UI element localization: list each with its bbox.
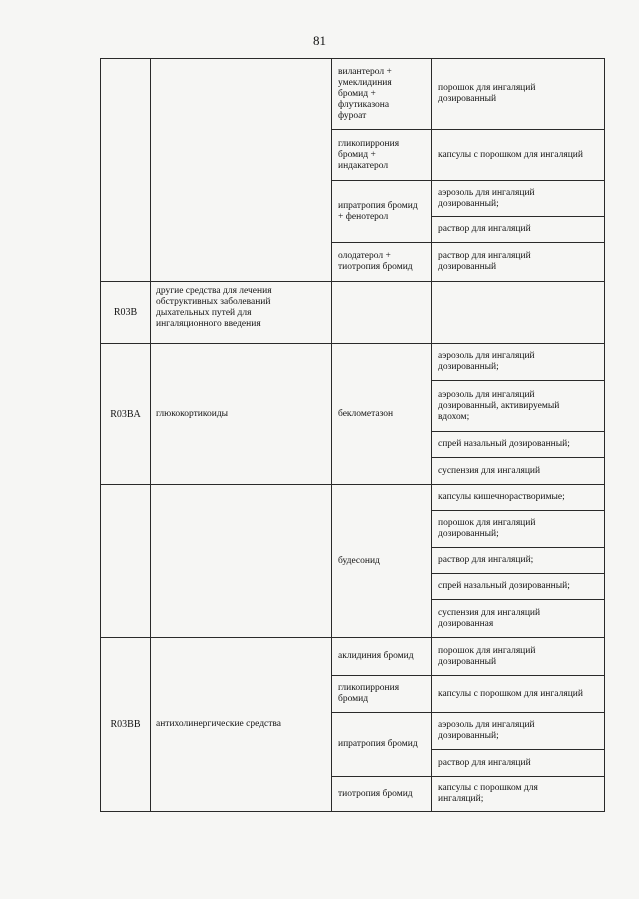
drug-name-cell-empty	[332, 282, 432, 344]
dosage-form-cell: аэрозоль для ингаляций дозированный, активируемый вдохом;	[432, 381, 605, 432]
drug-name-cell: будесонид	[332, 485, 432, 638]
atc-code-cell: R03BB	[101, 638, 151, 812]
group-name-cell: другие средства для лечения обструктивных заболеваний дыхательных путей для ингаляционного введения	[151, 282, 332, 344]
drug-name-cell: тиотропия бромид	[332, 777, 432, 812]
dosage-form-cell: капсулы кишечнорастворимые;	[432, 485, 605, 511]
drug-classification-table	[100, 58, 605, 812]
dosage-form-cell: суспензия для ингаляций	[432, 458, 605, 485]
drug-name-cell: гликопиррония бромид + индакатерол	[332, 130, 432, 181]
dosage-form-cell: капсулы с порошком для ингаляций	[432, 130, 605, 181]
dosage-form-cell: суспензия для ингаляций дозированная	[432, 600, 605, 638]
drug-name-cell: вилантерол + умеклидиния бромид + флутиказона фуроат	[332, 59, 432, 130]
dosage-form-cell: аэрозоль для ингаляций дозированный;	[432, 344, 605, 381]
drug-name-cell: гликопиррония бромид	[332, 676, 432, 713]
atc-code-cell: R03BA	[101, 344, 151, 485]
table-row	[101, 485, 605, 511]
page-number: 81	[313, 33, 326, 48]
dosage-form-cell: раствор для ингаляций	[432, 750, 605, 777]
drug-name-cell: олодатерол + тиотропия бромид	[332, 243, 432, 282]
dosage-form-cell: капсулы с порошком для ингаляций	[432, 676, 605, 713]
drug-name-cell: аклидиния бромид	[332, 638, 432, 676]
group-name-cell: антихолинергические средства	[151, 638, 332, 812]
atc-code-cell: R03B	[101, 282, 151, 344]
group-name-cell: глюкокортикоиды	[151, 344, 332, 485]
dosage-form-cell: аэрозоль для ингаляций дозированный;	[432, 181, 605, 217]
dosage-form-cell: раствор для ингаляций;	[432, 548, 605, 574]
dosage-form-cell: аэрозоль для ингаляций дозированный;	[432, 713, 605, 750]
table-row	[101, 282, 605, 344]
dosage-form-cell: порошок для ингаляций дозированный	[432, 59, 605, 130]
drug-name-cell: ипратропия бромид + фенотерол	[332, 181, 432, 243]
table-row	[101, 344, 605, 381]
dosage-form-cell: спрей назальный дозированный;	[432, 432, 605, 458]
dosage-form-cell-empty	[432, 282, 605, 344]
dosage-form-cell: раствор для ингаляций	[432, 217, 605, 243]
dosage-form-cell: раствор для ингаляций дозированный	[432, 243, 605, 282]
dosage-form-cell: капсулы с порошком для ингаляций;	[432, 777, 605, 812]
code-cell-empty	[101, 485, 151, 638]
dosage-form-cell: спрей назальный дозированный;	[432, 574, 605, 600]
dosage-form-cell: порошок для ингаляций дозированный;	[432, 511, 605, 548]
group-cell-empty	[151, 59, 332, 282]
code-cell-empty	[101, 59, 151, 282]
group-cell-empty	[151, 485, 332, 638]
table-row	[101, 638, 605, 676]
drug-name-cell: ипратропия бромид	[332, 713, 432, 777]
table-row	[101, 59, 605, 130]
dosage-form-cell: порошок для ингаляций дозированный	[432, 638, 605, 676]
drug-name-cell: беклометазон	[332, 344, 432, 485]
